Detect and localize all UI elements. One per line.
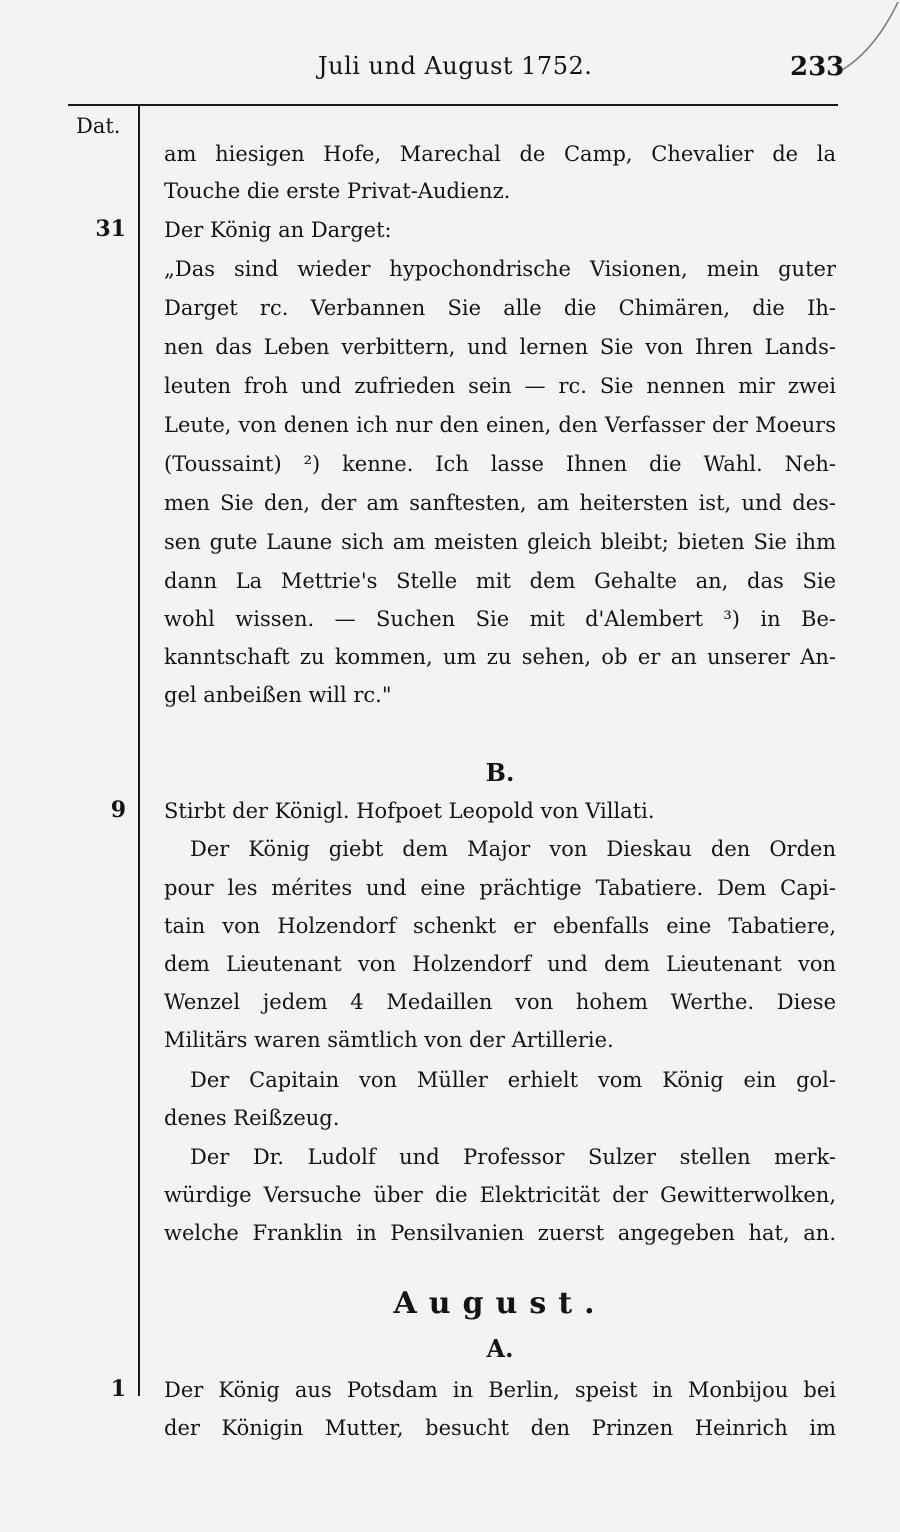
text-line: Der König aus Potsdam in Berlin, speist in Monbijou bei: [164, 1378, 836, 1402]
text-line: kanntschaft zu kommen, um zu sehen, ob er an unserer An-: [164, 645, 836, 669]
text-line: dann La Mettrie's Stelle mit dem Gehalte an, das Sie: [164, 569, 836, 593]
text-line: sen gute Laune sich am meisten gleich bleibt; bieten Sie ihm: [164, 530, 836, 554]
date-9: 9: [110, 797, 126, 823]
text-line: Der Capitain von Müller erhielt vom König ein gol-: [190, 1068, 836, 1092]
text-line: denes Reißzeug.: [164, 1106, 340, 1130]
date-column-label: Dat.: [76, 114, 121, 138]
text-line: men Sie den, der am sanftesten, am heitersten ist, und des-: [164, 491, 836, 515]
date-31: 31: [95, 216, 126, 242]
text-line: Touche die erste Privat-Audienz.: [164, 179, 511, 203]
text-line: am hiesigen Hofe, Marechal de Camp, Chevalier de la: [164, 142, 836, 166]
text-line: nen das Leben verbittern, und lernen Sie von Ihren Lands-: [164, 335, 836, 359]
section-heading-b: B.: [485, 758, 515, 787]
text-line: welche Franklin in Pensilvanien zuerst angegeben hat, an.: [164, 1221, 836, 1245]
text-line: Militärs waren sämtlich von der Artillerie.: [164, 1028, 614, 1052]
header-rule: [68, 104, 838, 106]
text-line: Der König giebt dem Major von Dieskau den Orden: [190, 837, 836, 861]
page-edge-curve: [840, 0, 900, 90]
text-line: pour les mérites und eine prächtige Tabatiere. Dem Capi-: [164, 876, 836, 900]
month-heading-august: August.: [393, 1286, 607, 1321]
text-line: tain von Holzendorf schenkt er ebenfalls eine Tabatiere,: [164, 914, 836, 938]
date-column-rule: [138, 106, 140, 1396]
running-header-title: Juli und August 1752.: [318, 52, 593, 80]
text-line: der Königin Mutter, besucht den Prinzen Heinrich im: [164, 1416, 836, 1440]
text-line: Leute, von denen ich nur den einen, den Verfasser der Moeurs: [164, 413, 836, 437]
text-line: Stirbt der Königl. Hofpoet Leopold von Villati.: [164, 799, 655, 823]
text-line: Darget rc. Verbannen Sie alle die Chimären, die Ih-: [164, 296, 836, 320]
text-line: Wenzel jedem 4 Medaillen von hohem Werthe. Diese: [164, 990, 836, 1014]
section-heading-a: A.: [486, 1334, 514, 1363]
text-line: Der König an Darget:: [164, 218, 392, 242]
page-number: 233: [790, 52, 845, 82]
text-line: dem Lieutenant von Holzendorf und dem Lieutenant von: [164, 952, 836, 976]
text-line: gel anbeißen will rc.": [164, 683, 392, 707]
text-line: leuten froh und zufrieden sein — rc. Sie nennen mir zwei: [164, 374, 836, 398]
text-line: wohl wissen. — Suchen Sie mit d'Alembert ³) in Be-: [164, 607, 836, 631]
text-line: Der Dr. Ludolf und Professor Sulzer stellen merk-: [190, 1145, 836, 1169]
date-1: 1: [110, 1376, 126, 1402]
text-line: würdige Versuche über die Elektricität der Gewitterwolken,: [164, 1183, 836, 1207]
text-line: „Das sind wieder hypochondrische Visionen, mein guter: [164, 257, 836, 281]
text-line: (Toussaint) ²) kenne. Ich lasse Ihnen die Wahl. Neh-: [164, 452, 836, 476]
